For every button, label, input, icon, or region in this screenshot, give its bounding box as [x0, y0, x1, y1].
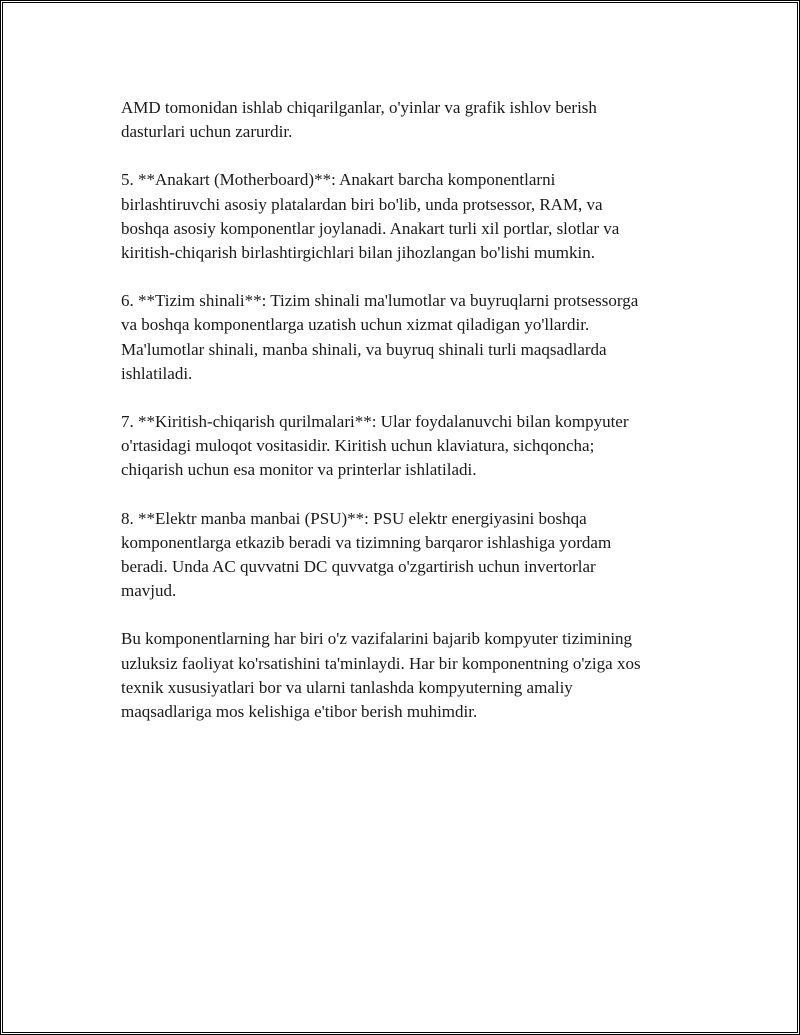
document-body — [121, 96, 701, 748]
paragraph-gpu-continuation: AMD tomonidan ishlab chiqarilganlar, o'yinlar va grafik ishlov berish dasturlari uchun zarurdir. — [121, 98, 597, 142]
paragraph-psu: 8. **Elektr manba manbai (PSU)**: PSU elektr energiyasini boshqa komponentlarga etkazib beradi va tizimning barqaror ishlashiga yordam beradi. Unda AC quvvatni DC quvvatga o'zgartirish uchun invertorlar mavjud. — [121, 508, 612, 601]
paragraph-io-devices: 7. **Kiritish-chiqarish qurilmalari**: Ular foydalanuvchi bilan kompyuter o'rtasidagi muloqot vositasidir. Kiritish uchun klaviatura, sichqoncha; chiqarish uchun esa monitor va printerlar ishlatiladi. — [121, 412, 629, 480]
paragraph-conclusion: Bu komponentlarning har biri o'z vazifalarini bajarib kompyuter tizimining uzluksiz faoliyat ko'rsatishini ta'minlaydi. Har bir komponentning o'ziga xos texnik xususiyatlari bor va ularni tanlashda kompyuterning amaliy maqsadlariga mos kelishiga e'tibor berish muhimdir. — [121, 629, 641, 722]
paragraph-motherboard: 5. **Anakart (Motherboard)**: Anakart barcha komponentlarni birlashtiruvchi asosiy platalardan biri bo'lib, unda protsessor, RAM, va boshqa asosiy komponentlar joylanadi. Anakart turli xil portlar, slotlar va kiritish-chiqarish birlashtirgichlari bilan jihozlangan bo'lishi mumkin. — [121, 170, 620, 263]
paragraph-system-bus: 6. **Tizim shinali**: Tizim shinali ma'lumotlar va buyruqlarni protsessorga va boshqa komponentlarga uzatish uchun xizmat qiladigan yo'llardir. Ma'lumotlar shinali, manba shinali, va buyruq shinali turli maqsadlarda ishlatiladi. — [121, 291, 639, 383]
